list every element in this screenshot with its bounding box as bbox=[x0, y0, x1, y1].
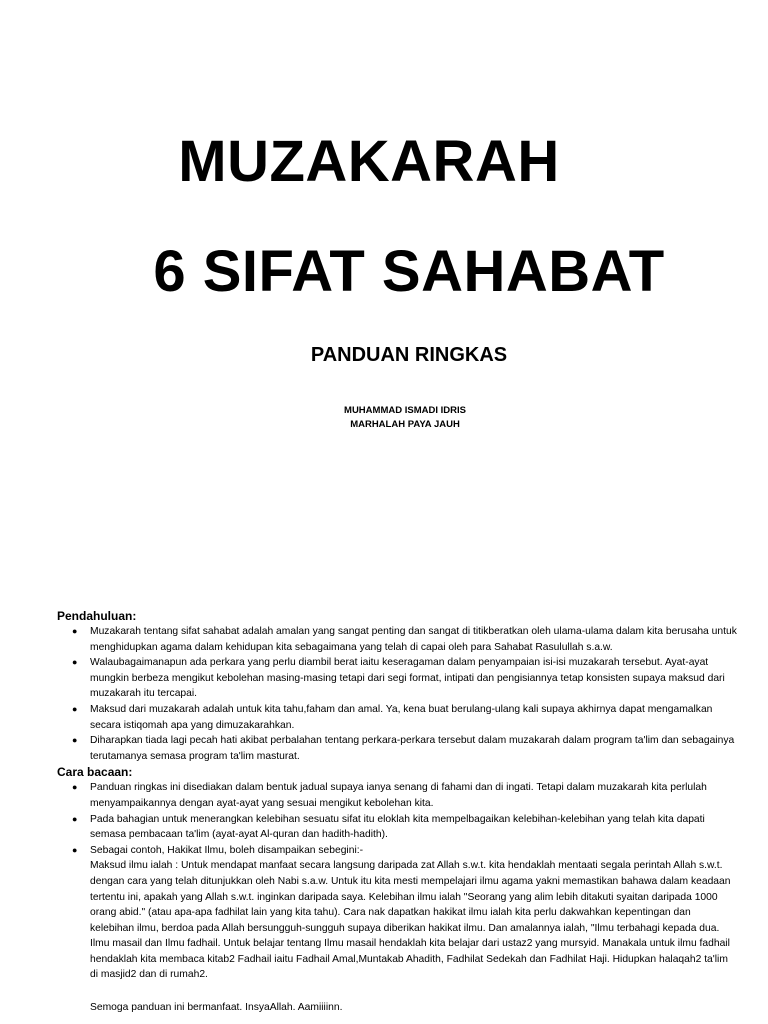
list-item bbox=[57, 624, 737, 655]
example-paragraph: Maksud ilmu ialah : Untuk mendapat manfaat secara langsung daripada zat Allah s.w.t. kita hendaklah mentaati segala perintah Allah s.w.t. dengan cara yang telah ditunjukkan oleh Nabi s.a.w. Untuk itu kita mesti mempelajari ilmu agama yakni memastikan bahawa dalam keadaan tertentu ini, apakah yang Allah s.w.t. inginkan daripada saya. Kelebihan ilmu ialah "Seorang yang alim lebih ditakuti syaitan daripada 1000 orang abid." (atau apa-apa fadhilat lain yang kita tahu). Cara nak dapatkan hakikat ilmu ialah kita perlu dakwahkan kepentingan dan kelebihan ilmu, berdoa pada Allah bersungguh-sungguh supaya diberikan hakikat ilmu. Dan amalannya ialah, "Ilmu terbahagi kepada dua. Ilmu masail dan Ilmu fadhail. Untuk belajar tentang Ilmu masail hendaklah kita belajar dari ustaz2 yang mursyid. Manakala untuk ilmu fadhail hendaklah kita membaca kitab2 Fadhail iaitu Fadhail Amal,Muntakab Ahadith, Fadhilat Sedekah dan Fadhilat Haji. Hidupkan halaqah2 ta'lim di masjid2 dan di rumah2. bbox=[90, 860, 731, 981]
bullet-icon: ● bbox=[72, 657, 78, 668]
bullet-icon: ● bbox=[72, 813, 78, 824]
author-name: MUHAMMAD ISMADI IDRIS bbox=[344, 405, 466, 416]
list-item bbox=[57, 702, 737, 733]
bullet-icon: ● bbox=[72, 782, 78, 793]
bullet-icon: ● bbox=[72, 703, 78, 714]
list-item bbox=[57, 812, 737, 843]
list-item-text: Diharapkan tiada lagi pecah hati akibat perbalahan tentang perkara-perkara tersebut dalam muzakarah dalam program ta'lim dan sebagainya terutamanya semasa program ta'lim masturat. bbox=[90, 735, 735, 762]
list-item-text: Pada bahagian untuk menerangkan kelebihan sesuatu sifat itu eloklah kita mempelbagaikan kelebihan-kelebihan yang telah kita dapati semasa pembacaan ta'lim (ayat-ayat Al-quran dan hadith-hadith). bbox=[90, 813, 705, 841]
list-item bbox=[57, 655, 737, 702]
list-item-text: Maksud dari muzakarah adalah untuk kita tahu,faham dan amal. Ya, kena buat berulang-ulang kali supaya akhirnya dapat mengamalkan secara istiqomah apa yang dimuzakarahkan. bbox=[90, 703, 713, 731]
bullet-icon: ● bbox=[72, 735, 78, 746]
content-body bbox=[57, 608, 737, 1016]
method-heading: Cara bacaan: bbox=[57, 765, 133, 780]
subtitle: PANDUAN RINGKAS bbox=[310, 344, 508, 366]
method-list bbox=[57, 780, 737, 858]
title-line-2: 6 SIFAT SAHABAT bbox=[153, 239, 665, 304]
author-group: MARHALAH PAYA JAUH bbox=[350, 419, 460, 430]
list-item-text: Walaubagaimanapun ada perkara yang perlu diambil berat iaitu keseragaman dalam penyampaian isi-isi muzakarah tersebut. Ayat-ayat mungkin berbeza mengikut kebolehan masing-masing tetapi dari segi format, intipati dan pengisiannya tetap konsisten supaya maksud dari muzakarah itu tercapai. bbox=[90, 657, 725, 700]
bullet-icon: ● bbox=[72, 626, 78, 636]
title-line-1: MUZAKARAH bbox=[178, 129, 560, 194]
intro-heading: Pendahuluan: bbox=[57, 609, 137, 623]
intro-list bbox=[57, 624, 737, 764]
closing-line: Semoga panduan ini bermanfaat. InsyaAllah. Aamiiiinn. bbox=[90, 1002, 343, 1014]
list-item bbox=[57, 780, 737, 811]
list-item-text: Muzakarah tentang sifat sahabat adalah amalan yang sangat penting dan sangat di titikberatkan oleh ulama-ulama dalam kita berusaha untuk menghidupkan agama dalam kehidupan kita sebagaimana yang telah di capai oleh para Sahabat Rasulullah s.a.w. bbox=[90, 626, 737, 653]
list-item bbox=[57, 733, 737, 764]
bullet-icon: ● bbox=[72, 844, 78, 855]
list-item-text: Panduan ringkas ini disediakan dalam bentuk jadual supaya ianya senang di fahami dan di ingati. Tetapi dalam muzakarah kita perlulah menyampaikannya dengan ayat-ayat yang sesuai mengikut kebolehan kita. bbox=[90, 782, 707, 809]
list-item bbox=[57, 843, 737, 859]
list-item-text: Sebagai contoh, Hakikat Ilmu, boleh disampaikan sebegini:- bbox=[90, 844, 364, 856]
author-block bbox=[0, 404, 768, 432]
